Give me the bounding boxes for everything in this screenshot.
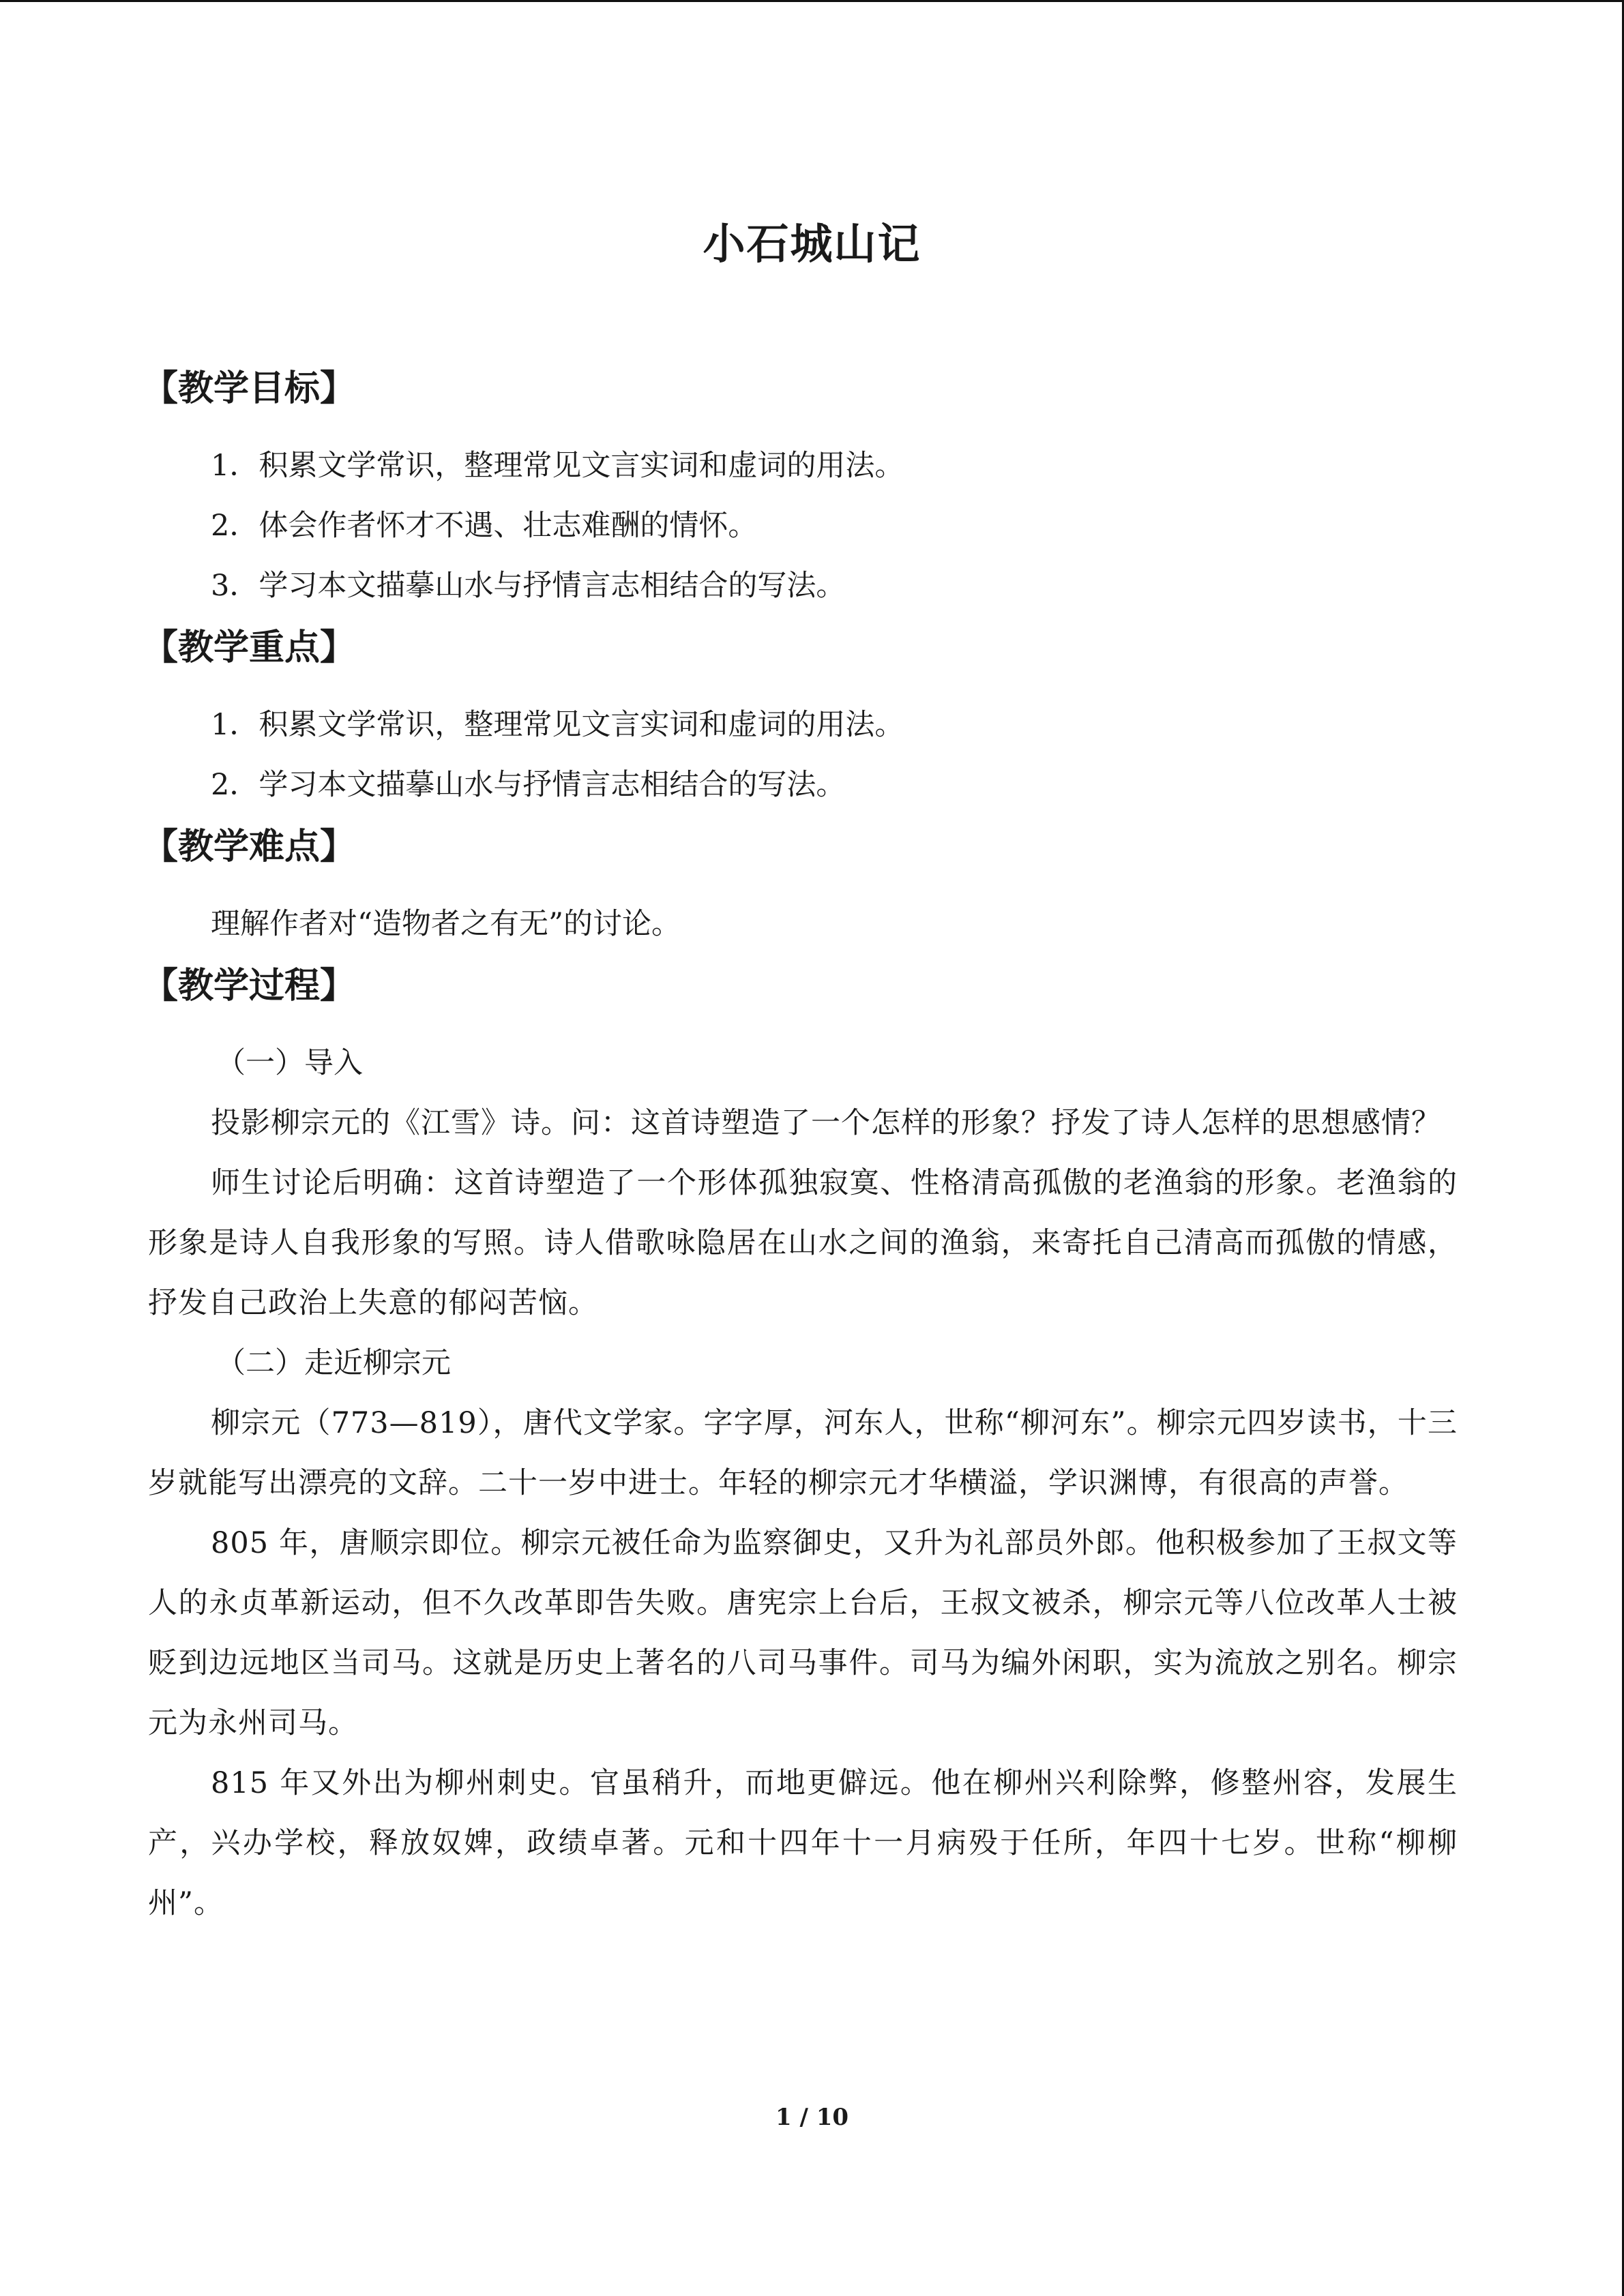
paragraph: 柳宗元（773—819），唐代文学家。字字厚，河东人，世称“柳河东”。柳宗元四岁读书，十三岁就能写出漂亮的文辞。二十一岁中进士。年轻的柳宗元才华横溢，学识渊博，有很高的声誉。 [148, 1406, 1458, 1500]
objective-item: 3．学习本文描摹山水与抒情言志相结合的写法。 [211, 569, 846, 603]
key-point-item: 2．学习本文描摹山水与抒情言志相结合的写法。 [211, 768, 846, 802]
document-title: 小石城山记 [703, 219, 921, 269]
page-number: 1 / 10 [775, 2104, 849, 2131]
section-heading-objectives: 【教学目标】 [143, 368, 356, 409]
section-heading-process: 【教学过程】 [143, 965, 356, 1007]
section-heading-difficulties: 【教学难点】 [143, 826, 356, 867]
paragraph: 805 年，唐顺宗即位。柳宗元被任命为监察御史，又升为礼部员外郎。他积极参加了王叔文等人的永贞革新运动，但不久改革即告失败。唐宪宗上台后，王叔文被杀，柳宗元等八位改革人士被贬到边远地区当司马。这就是历史上著名的八司马事件。司马为编外闲职，实为流放之别名。柳宗元为永州司马。 [148, 1526, 1458, 1740]
paragraph: 师生讨论后明确：这首诗塑造了一个形体孤独寂寞、性格清高孤傲的老渔翁的形象。老渔翁的形象是诗人自我形象的写照。诗人借歌咏隐居在山水之间的渔翁，来寄托自己清高而孤傲的情感，抒发自己政治上失意的郁闷苦恼。 [148, 1166, 1458, 1320]
document-body [143, 357, 1458, 1933]
subheading-author: （二）走近柳宗元 [216, 1346, 451, 1380]
key-point-item: 1．积累文学常识，整理常见文言实词和虚词的用法。 [211, 708, 904, 742]
objective-item: 2．体会作者怀才不遇、壮志难酬的情怀。 [211, 509, 758, 543]
difficulty-item: 理解作者对“造物者之有无”的讨论。 [211, 907, 681, 941]
subheading-intro: （一）导入 [216, 1046, 363, 1080]
objective-item: 1．积累文学常识，整理常见文言实词和虚词的用法。 [211, 449, 904, 483]
paragraph: 投影柳宗元的《江雪》诗。问：这首诗塑造了一个怎样的形象？抒发了诗人怎样的思想感情？ [211, 1106, 1441, 1140]
section-heading-key-points: 【教学重点】 [143, 627, 356, 668]
paragraph: 815 年又外出为柳州刺史。官虽稍升，而地更僻远。他在柳州兴利除弊，修整州容，发展生产，兴办学校，释放奴婢，政绩卓著。元和十四年十一月病殁于任所，年四十七岁。世称“柳柳州”。 [148, 1766, 1458, 1920]
